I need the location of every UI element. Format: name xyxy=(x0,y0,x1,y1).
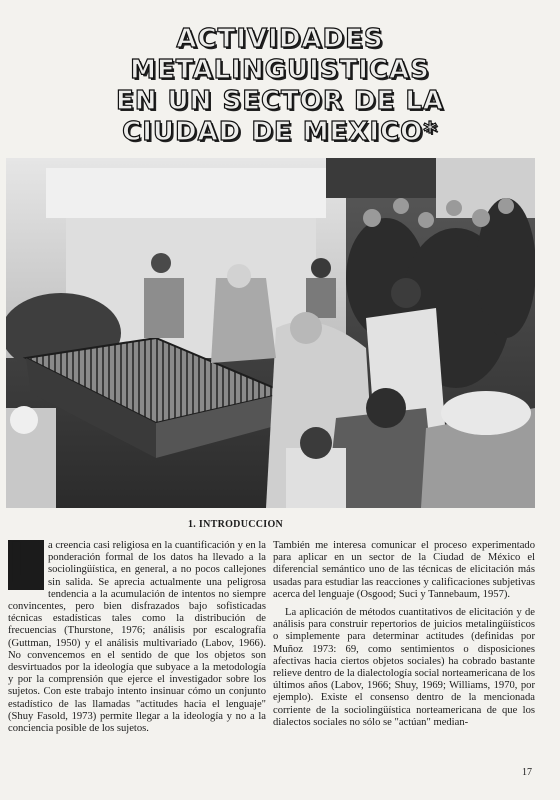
section-heading: 1. INTRODUCCION xyxy=(188,519,284,530)
article-title xyxy=(0,24,560,148)
article-photo xyxy=(6,158,535,508)
title-line-3: EN UN SECTOR DE LA xyxy=(115,86,445,116)
paragraph: También me interesa comunicar el proceso experimentado para aplicar en un sector de la Ciudad de México el diferencial semántico uno de las técnicas de elicitación más usadas para estudiar las reacciones y calificaciones subjetivas acerca del lenguaje (Osgood; Suci y Tannebaum, 1957). xyxy=(273,540,535,600)
title-line-4: CIUDAD DE MEXICO* xyxy=(122,117,438,147)
page-number: 17 xyxy=(522,767,532,778)
paragraph: a creencia casi religiosa en la cuantificación y en la ponderación formal de los datos ha llevado a la sociolingüística, en general, a no pocos callejones sin salida. Se aprecia actualmente una peligrosa tendencia a la acumulación de intentos no siempre convincentes, pero bien disfrazados bajo sofisticadas técnicas estadísticas tales como la distribución de frecuencias (Thurstone, 1976; análisis por escalografía (Guttman, 1950) y el análisis multivariado (Labov, 1966). No convencemos en el sentido de que los objetos son desvirtuados por la ideología que subyace a la metodología y por la comprensión que ejerce el investigador sobre los sujetos. Con este trabajo intento insinuar cómo un conjunto estadístico de las llamadas "actitudes hacia el lenguaje" (Shuy Fasold, 1973) permite llegar a la ideología y no a la conciencia posible de los sujetos. xyxy=(8,540,266,735)
paragraph: La aplicación de métodos cuantitativos de elicitación y de análisis para construir repertorios de juicios metalingüísticos o simplemente para determinar actitudes (definidas por Muñoz 1973: 69, como sentimientos o disposiciones afectivas hacia ciertos objetos sociales) ha cobrado bastante relieve dentro de la dialectología social norteamericana de los últimos años (Labov, 1966; Shuy, 1969; Williams, 1970, por ejemplo). Existe el consenso dentro de la mencionada corriente de la sociolingüística norteamericana de que los dialectos sociales no sólo se "actúan" median- xyxy=(273,607,535,728)
right-column xyxy=(273,540,535,735)
left-column xyxy=(8,530,266,741)
title-line-1: ACTIVIDADES xyxy=(176,24,384,54)
photo-illustration xyxy=(6,158,535,508)
title-line-2: METALINGUISTICAS xyxy=(130,55,430,85)
drop-cap: L xyxy=(8,530,44,595)
